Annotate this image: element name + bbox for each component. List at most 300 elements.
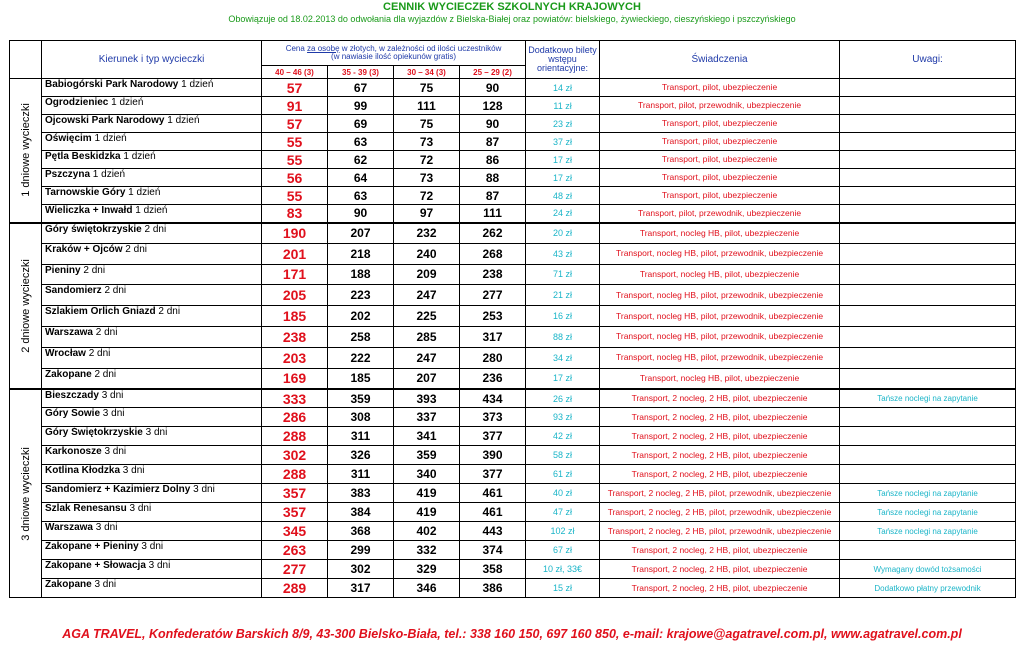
table-row bbox=[10, 187, 1016, 205]
destination-name: Wrocław bbox=[45, 347, 86, 359]
destination-cell bbox=[42, 97, 262, 115]
table-row bbox=[10, 484, 1016, 503]
price-cell: 190 bbox=[262, 223, 328, 244]
group-cell bbox=[10, 389, 42, 598]
destination-cell bbox=[42, 115, 262, 133]
price-cell: 337 bbox=[394, 408, 460, 427]
extra-ticket-cell: 20 zł bbox=[526, 223, 600, 244]
price-cell: 238 bbox=[262, 326, 328, 347]
services-cell: Transport, 2 nocleg, 2 HB, pilot, przewodnik, ubezpieczenie bbox=[600, 522, 840, 541]
price-cell: 57 bbox=[262, 79, 328, 97]
price-cell: 357 bbox=[262, 484, 328, 503]
price-cell: 383 bbox=[328, 484, 394, 503]
notes-cell bbox=[840, 408, 1016, 427]
destination-name: Karkonosze bbox=[45, 446, 102, 458]
price-cell: 55 bbox=[262, 187, 328, 205]
destination-cell bbox=[42, 79, 262, 97]
extra-ticket-cell: 37 zł bbox=[526, 133, 600, 151]
footer-contact: AGA TRAVEL, Konfederatów Barskich 8/9, 43-300 Bielsko-Biała, tel.: 338 160 150, 697 160 850, e-mail: krajowe@agatravel.com.pl, www.agatravel.com.pl bbox=[62, 627, 962, 641]
notes-cell bbox=[840, 347, 1016, 368]
price-cell: 97 bbox=[394, 205, 460, 223]
destination-cell bbox=[42, 285, 262, 306]
destination-name: Sandomierz bbox=[45, 285, 102, 297]
destination-cell bbox=[42, 205, 262, 223]
destination-name: Góry Świętokrzyskie bbox=[45, 427, 143, 439]
destination-duration: 2 dni bbox=[92, 326, 118, 338]
group-cell bbox=[10, 79, 42, 223]
services-cell: Transport, 2 nocleg, 2 HB, pilot, ubezpieczenie bbox=[600, 560, 840, 579]
price-cell: 326 bbox=[328, 446, 394, 465]
destination-duration: 3 dni bbox=[145, 560, 171, 572]
destination-duration: 1 dzień bbox=[164, 115, 200, 126]
price-cell: 258 bbox=[328, 326, 394, 347]
destination-cell bbox=[42, 306, 262, 327]
price-cell: 90 bbox=[328, 205, 394, 223]
notes-cell: Tańsze noclegi na zapytanie bbox=[840, 503, 1016, 522]
notes-cell bbox=[840, 169, 1016, 187]
price-cell: 209 bbox=[394, 264, 460, 285]
extra-ticket-cell: 88 zł bbox=[526, 326, 600, 347]
extra-ticket-cell: 47 zł bbox=[526, 503, 600, 522]
price-cell: 171 bbox=[262, 264, 328, 285]
table-row bbox=[10, 223, 1016, 244]
price-cell: 72 bbox=[394, 187, 460, 205]
price-cell: 236 bbox=[460, 368, 526, 389]
price-cell: 205 bbox=[262, 285, 328, 306]
table-row bbox=[10, 503, 1016, 522]
price-cell: 341 bbox=[394, 427, 460, 446]
destination-cell bbox=[42, 151, 262, 169]
price-cell: 357 bbox=[262, 503, 328, 522]
extra-ticket-cell: 16 zł bbox=[526, 306, 600, 327]
destination-name: Sandomierz + Kazimierz Dolny bbox=[45, 484, 191, 496]
destination-name: Góry świętokrzyskie bbox=[45, 223, 142, 235]
price-cell: 64 bbox=[328, 169, 394, 187]
destination-name: Ogrodzieniec bbox=[45, 97, 109, 108]
price-cell: 222 bbox=[328, 347, 394, 368]
price-cell: 169 bbox=[262, 368, 328, 389]
notes-cell: Tańsze noclegi na zapytanie bbox=[840, 522, 1016, 541]
price-cell: 238 bbox=[460, 264, 526, 285]
price-cell: 374 bbox=[460, 541, 526, 560]
destination-cell bbox=[42, 522, 262, 541]
notes-cell bbox=[840, 541, 1016, 560]
price-cell: 302 bbox=[262, 446, 328, 465]
header-price bbox=[262, 41, 526, 66]
notes-cell bbox=[840, 205, 1016, 223]
destination-name: Szlak Renesansu bbox=[45, 503, 127, 515]
price-cell: 277 bbox=[460, 285, 526, 306]
price-cell: 299 bbox=[328, 541, 394, 560]
notes-cell bbox=[840, 427, 1016, 446]
extra-ticket-cell: 34 zł bbox=[526, 347, 600, 368]
destination-name: Warszawa bbox=[45, 326, 93, 338]
price-cell: 302 bbox=[328, 560, 394, 579]
price-cell: 289 bbox=[262, 579, 328, 598]
destination-cell bbox=[42, 389, 262, 408]
group-cell bbox=[10, 223, 42, 389]
notes-cell bbox=[840, 326, 1016, 347]
price-cell: 90 bbox=[460, 115, 526, 133]
services-cell: Transport, nocleg HB, pilot, przewodnik, ubezpieczenie bbox=[600, 326, 840, 347]
destination-name: Kotlina Kłodzka bbox=[45, 465, 121, 477]
destination-name: Zakopane + Słowacja bbox=[45, 560, 146, 572]
extra-ticket-cell: 17 zł bbox=[526, 169, 600, 187]
price-cell: 55 bbox=[262, 133, 328, 151]
price-cell: 75 bbox=[394, 115, 460, 133]
destination-duration: 3 dni bbox=[92, 522, 118, 534]
destination-duration: 3 dni bbox=[100, 408, 125, 420]
header-price-post: w złotych, w zależności od ilości uczestników bbox=[339, 44, 502, 53]
price-cell: 203 bbox=[262, 347, 328, 368]
destination-duration: 2 dni bbox=[91, 368, 117, 380]
table-row bbox=[10, 560, 1016, 579]
price-cell: 386 bbox=[460, 579, 526, 598]
destination-duration: 2 dni bbox=[122, 243, 147, 255]
price-cell: 72 bbox=[394, 151, 460, 169]
price-cell: 443 bbox=[460, 522, 526, 541]
destination-duration: 3 dni bbox=[126, 503, 152, 515]
destination-cell bbox=[42, 465, 262, 484]
notes-cell bbox=[840, 151, 1016, 169]
price-cell: 73 bbox=[394, 169, 460, 187]
table-row bbox=[10, 306, 1016, 327]
destination-name: Zakopane bbox=[45, 579, 92, 591]
price-cell: 207 bbox=[328, 223, 394, 244]
destination-name: Oświęcim bbox=[45, 133, 92, 144]
price-cell: 402 bbox=[394, 522, 460, 541]
destination-duration: 3 dni bbox=[142, 427, 168, 439]
price-cell: 262 bbox=[460, 223, 526, 244]
price-table bbox=[9, 40, 1016, 598]
destination-name: Wieliczka + Inwałd bbox=[45, 205, 133, 216]
destination-cell bbox=[42, 368, 262, 389]
services-cell: Transport, pilot, ubezpieczenie bbox=[600, 115, 840, 133]
table-row bbox=[10, 243, 1016, 264]
extra-ticket-cell: 10 zł, 33€ bbox=[526, 560, 600, 579]
price-cell: 111 bbox=[460, 205, 526, 223]
table-row bbox=[10, 541, 1016, 560]
price-cell: 359 bbox=[394, 446, 460, 465]
price-cell: 90 bbox=[460, 79, 526, 97]
table-row bbox=[10, 285, 1016, 306]
destination-cell bbox=[42, 169, 262, 187]
destination-duration: 2 dni bbox=[141, 223, 167, 235]
services-cell: Transport, 2 nocleg, 2 HB, pilot, ubezpieczenie bbox=[600, 541, 840, 560]
price-cell: 69 bbox=[328, 115, 394, 133]
destination-cell bbox=[42, 579, 262, 598]
table-row bbox=[10, 465, 1016, 484]
services-cell: Transport, pilot, przewodnik, ubezpieczenie bbox=[600, 97, 840, 115]
page-subtitle: Obowiązuje od 18.02.2013 do odwołania dla wyjazdów z Bielska-Białej oraz powiatów: bielskiego, żywieckiego, cieszyńskiego i pszczyńskiego bbox=[228, 14, 796, 24]
price-cell: 225 bbox=[394, 306, 460, 327]
destination-duration: 3 dni bbox=[138, 541, 164, 553]
table-row bbox=[10, 133, 1016, 151]
services-cell: Transport, pilot, ubezpieczenie bbox=[600, 133, 840, 151]
header-price-group: 30 – 34 (3) bbox=[394, 66, 460, 79]
price-cell: 63 bbox=[328, 133, 394, 151]
price-cell: 461 bbox=[460, 503, 526, 522]
destination-cell bbox=[42, 408, 262, 427]
destination-duration: 1 dzień bbox=[132, 205, 168, 216]
price-cell: 128 bbox=[460, 97, 526, 115]
price-cell: 368 bbox=[328, 522, 394, 541]
destination-duration: 2 dni bbox=[80, 264, 106, 276]
destination-duration: 3 dni bbox=[91, 579, 117, 591]
destination-duration: 2 dni bbox=[155, 306, 181, 318]
price-cell: 280 bbox=[460, 347, 526, 368]
extra-ticket-cell: 17 zł bbox=[526, 151, 600, 169]
extra-ticket-cell: 23 zł bbox=[526, 115, 600, 133]
destination-duration: 3 dni bbox=[120, 465, 145, 477]
extra-ticket-cell: 67 zł bbox=[526, 541, 600, 560]
destination-duration: 1 dzień bbox=[178, 79, 214, 90]
header-destination: Kierunek i typ wycieczki bbox=[42, 41, 262, 79]
price-cell: 288 bbox=[262, 465, 328, 484]
services-cell: Transport, 2 nocleg, 2 HB, pilot, ubezpieczenie bbox=[600, 408, 840, 427]
destination-name: Góry Sowie bbox=[45, 408, 101, 420]
price-cell: 185 bbox=[262, 306, 328, 327]
services-cell: Transport, 2 nocleg, 2 HB, pilot, ubezpieczenie bbox=[600, 427, 840, 446]
services-cell: Transport, nocleg HB, pilot, ubezpieczenie bbox=[600, 264, 840, 285]
extra-ticket-cell: 102 zł bbox=[526, 522, 600, 541]
extra-ticket-cell: 71 zł bbox=[526, 264, 600, 285]
price-cell: 232 bbox=[394, 223, 460, 244]
destination-name: Pętla Beskidzka bbox=[45, 151, 121, 162]
price-cell: 419 bbox=[394, 503, 460, 522]
group-label: 2 dniowe wycieczki bbox=[19, 258, 32, 353]
destination-cell bbox=[42, 427, 262, 446]
notes-cell bbox=[840, 285, 1016, 306]
table-row bbox=[10, 97, 1016, 115]
extra-ticket-cell: 11 zł bbox=[526, 97, 600, 115]
price-cell: 311 bbox=[328, 427, 394, 446]
table-row bbox=[10, 79, 1016, 97]
table-row bbox=[10, 427, 1016, 446]
price-cell: 434 bbox=[460, 389, 526, 408]
price-cell: 247 bbox=[394, 347, 460, 368]
notes-cell bbox=[840, 79, 1016, 97]
table-row bbox=[10, 408, 1016, 427]
price-cell: 201 bbox=[262, 243, 328, 264]
table-row bbox=[10, 264, 1016, 285]
destination-cell bbox=[42, 243, 262, 264]
extra-ticket-cell: 42 zł bbox=[526, 427, 600, 446]
extra-ticket-cell: 21 zł bbox=[526, 285, 600, 306]
price-cell: 461 bbox=[460, 484, 526, 503]
extra-ticket-cell: 61 zł bbox=[526, 465, 600, 484]
price-cell: 333 bbox=[262, 389, 328, 408]
price-cell: 346 bbox=[394, 579, 460, 598]
price-cell: 87 bbox=[460, 133, 526, 151]
price-table-body bbox=[10, 79, 1016, 598]
extra-ticket-cell: 15 zł bbox=[526, 579, 600, 598]
price-cell: 268 bbox=[460, 243, 526, 264]
price-cell: 75 bbox=[394, 79, 460, 97]
price-cell: 62 bbox=[328, 151, 394, 169]
extra-ticket-cell: 24 zł bbox=[526, 205, 600, 223]
price-cell: 240 bbox=[394, 243, 460, 264]
notes-cell bbox=[840, 115, 1016, 133]
price-cell: 57 bbox=[262, 115, 328, 133]
destination-duration: 3 dni bbox=[101, 446, 127, 458]
header-notes: Uwagi: bbox=[840, 41, 1016, 79]
destination-cell bbox=[42, 133, 262, 151]
price-cell: 202 bbox=[328, 306, 394, 327]
price-cell: 253 bbox=[460, 306, 526, 327]
price-cell: 377 bbox=[460, 465, 526, 484]
header-services: Świadczenia bbox=[600, 41, 840, 79]
price-cell: 99 bbox=[328, 97, 394, 115]
price-cell: 317 bbox=[460, 326, 526, 347]
destination-duration: 1 dzień bbox=[91, 133, 127, 144]
extra-ticket-cell: 40 zł bbox=[526, 484, 600, 503]
price-cell: 329 bbox=[394, 560, 460, 579]
price-cell: 286 bbox=[262, 408, 328, 427]
destination-name: Zakopane bbox=[45, 368, 92, 380]
notes-cell bbox=[840, 446, 1016, 465]
header-price-pre: Cena bbox=[285, 44, 308, 53]
destination-cell bbox=[42, 503, 262, 522]
destination-name: Zakopane + Pieniny bbox=[45, 541, 139, 553]
destination-name: Szlakiem Orlich Gniazd bbox=[45, 306, 156, 318]
price-cell: 88 bbox=[460, 169, 526, 187]
extra-ticket-cell: 14 zł bbox=[526, 79, 600, 97]
services-cell: Transport, pilot, przewodnik, ubezpieczenie bbox=[600, 205, 840, 223]
notes-cell bbox=[840, 368, 1016, 389]
destination-cell bbox=[42, 541, 262, 560]
price-cell: 223 bbox=[328, 285, 394, 306]
table-row bbox=[10, 205, 1016, 223]
notes-cell: Dodatkowo płatny przewodnik bbox=[840, 579, 1016, 598]
extra-ticket-cell: 58 zł bbox=[526, 446, 600, 465]
destination-name: Bieszczady bbox=[45, 389, 99, 401]
destination-duration: 1 dzień bbox=[125, 187, 161, 198]
services-cell: Transport, nocleg HB, pilot, przewodnik, ubezpieczenie bbox=[600, 306, 840, 327]
price-cell: 73 bbox=[394, 133, 460, 151]
header-price-under: za osobę bbox=[307, 44, 340, 53]
table-row bbox=[10, 169, 1016, 187]
price-cell: 317 bbox=[328, 579, 394, 598]
destination-name: Pieniny bbox=[45, 264, 81, 276]
price-cell: 56 bbox=[262, 169, 328, 187]
notes-cell: Tańsze noclegi na zapytanie bbox=[840, 389, 1016, 408]
table-row bbox=[10, 326, 1016, 347]
table-row bbox=[10, 347, 1016, 368]
services-cell: Transport, nocleg HB, pilot, ubezpieczenie bbox=[600, 223, 840, 244]
services-cell: Transport, 2 nocleg, 2 HB, pilot, przewodnik, ubezpieczenie bbox=[600, 503, 840, 522]
services-cell: Transport, nocleg HB, pilot, ubezpieczenie bbox=[600, 368, 840, 389]
notes-cell bbox=[840, 133, 1016, 151]
group-label: 3 dniowe wycieczki bbox=[19, 446, 32, 541]
destination-cell bbox=[42, 484, 262, 503]
extra-ticket-cell: 17 zł bbox=[526, 368, 600, 389]
services-cell: Transport, nocleg HB, pilot, przewodnik, ubezpieczenie bbox=[600, 243, 840, 264]
table-row bbox=[10, 522, 1016, 541]
services-cell: Transport, 2 nocleg, 2 HB, pilot, ubezpieczenie bbox=[600, 465, 840, 484]
price-cell: 188 bbox=[328, 264, 394, 285]
price-cell: 86 bbox=[460, 151, 526, 169]
price-cell: 247 bbox=[394, 285, 460, 306]
notes-cell bbox=[840, 264, 1016, 285]
price-cell: 263 bbox=[262, 541, 328, 560]
header-extra: Dodatkowo bilety wstępu orientacyjne: bbox=[526, 41, 600, 79]
price-cell: 67 bbox=[328, 79, 394, 97]
services-cell: Transport, pilot, ubezpieczenie bbox=[600, 187, 840, 205]
destination-name: Kraków + Ojców bbox=[45, 243, 123, 255]
destination-name: Warszawa bbox=[45, 522, 93, 534]
header-price-sub: (w nawiasie ilość opiekunów gratis) bbox=[331, 52, 456, 61]
destination-name: Tarnowskie Góry bbox=[45, 187, 126, 198]
services-cell: Transport, pilot, ubezpieczenie bbox=[600, 151, 840, 169]
services-cell: Transport, nocleg HB, pilot, przewodnik, ubezpieczenie bbox=[600, 285, 840, 306]
price-cell: 91 bbox=[262, 97, 328, 115]
services-cell: Transport, 2 nocleg, 2 HB, pilot, ubezpieczenie bbox=[600, 446, 840, 465]
price-cell: 311 bbox=[328, 465, 394, 484]
header-corner bbox=[10, 41, 42, 79]
destination-name: Ojcowski Park Narodowy bbox=[45, 115, 165, 126]
price-cell: 345 bbox=[262, 522, 328, 541]
price-cell: 419 bbox=[394, 484, 460, 503]
services-cell: Transport, pilot, ubezpieczenie bbox=[600, 169, 840, 187]
price-cell: 332 bbox=[394, 541, 460, 560]
services-cell: Transport, pilot, ubezpieczenie bbox=[600, 79, 840, 97]
group-label: 1 dniowe wycieczki bbox=[19, 103, 32, 198]
header-price-group: 25 – 29 (2) bbox=[460, 66, 526, 79]
table-row bbox=[10, 151, 1016, 169]
price-cell: 185 bbox=[328, 368, 394, 389]
price-cell: 390 bbox=[460, 446, 526, 465]
notes-cell bbox=[840, 465, 1016, 484]
price-cell: 285 bbox=[394, 326, 460, 347]
price-cell: 288 bbox=[262, 427, 328, 446]
table-row bbox=[10, 368, 1016, 389]
destination-duration: 2 dni bbox=[101, 285, 127, 297]
price-cell: 358 bbox=[460, 560, 526, 579]
destination-duration: 2 dni bbox=[85, 347, 111, 359]
extra-ticket-cell: 26 zł bbox=[526, 389, 600, 408]
destination-cell bbox=[42, 560, 262, 579]
price-cell: 308 bbox=[328, 408, 394, 427]
price-cell: 359 bbox=[328, 389, 394, 408]
price-cell: 55 bbox=[262, 151, 328, 169]
services-cell: Transport, 2 nocleg, 2 HB, pilot, przewodnik, ubezpieczenie bbox=[600, 484, 840, 503]
destination-cell bbox=[42, 223, 262, 244]
header-price-group: 35 - 39 (3) bbox=[328, 66, 394, 79]
extra-ticket-cell: 48 zł bbox=[526, 187, 600, 205]
price-cell: 63 bbox=[328, 187, 394, 205]
destination-cell bbox=[42, 264, 262, 285]
price-cell: 277 bbox=[262, 560, 328, 579]
notes-cell bbox=[840, 187, 1016, 205]
price-cell: 83 bbox=[262, 205, 328, 223]
notes-cell bbox=[840, 223, 1016, 244]
destination-duration: 1 dzień bbox=[120, 151, 156, 162]
price-cell: 384 bbox=[328, 503, 394, 522]
notes-cell bbox=[840, 243, 1016, 264]
destination-duration: 1 dzień bbox=[108, 97, 144, 108]
table-row bbox=[10, 446, 1016, 465]
page-title: CENNIK WYCIECZEK SZKOLNYCH KRAJOWYCH bbox=[383, 1, 641, 13]
destination-cell bbox=[42, 347, 262, 368]
extra-ticket-cell: 93 zł bbox=[526, 408, 600, 427]
price-cell: 377 bbox=[460, 427, 526, 446]
price-cell: 87 bbox=[460, 187, 526, 205]
table-row bbox=[10, 389, 1016, 408]
destination-duration: 1 dzień bbox=[90, 169, 126, 180]
destination-cell bbox=[42, 446, 262, 465]
services-cell: Transport, nocleg HB, pilot, przewodnik, ubezpieczenie bbox=[600, 347, 840, 368]
